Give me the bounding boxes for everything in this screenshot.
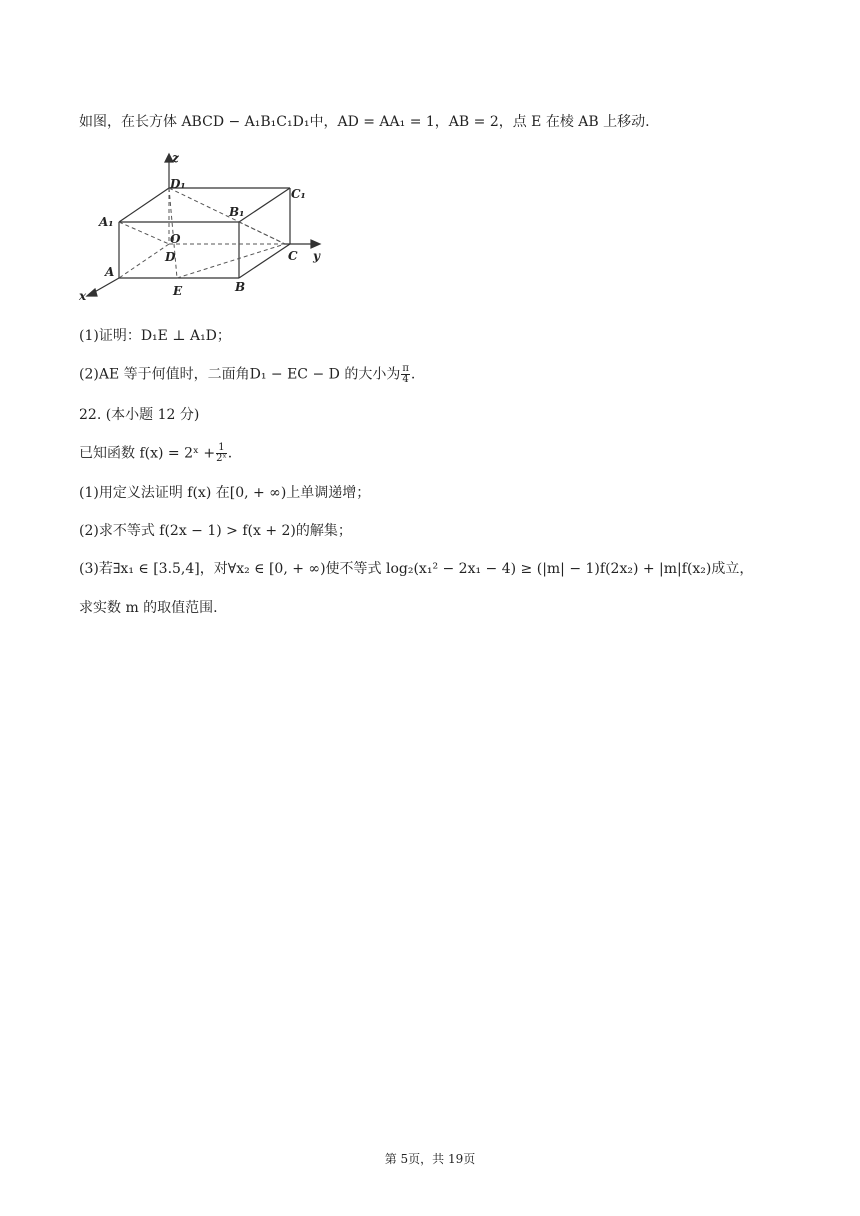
subquestion-3-cont: 求实数 m 的取值范围.: [79, 600, 218, 616]
label-A: A: [105, 265, 115, 279]
label-D1: D₁: [170, 177, 186, 191]
question-22-heading: 22. (本小题 12 分): [79, 407, 200, 423]
one-over-2x: $\frac{1}{\text{2ˣ}}$: [216, 442, 227, 464]
label-O: O: [170, 232, 181, 246]
label-y: y: [313, 249, 320, 263]
label-C: C: [288, 249, 298, 263]
label-A1: A₁: [99, 215, 114, 229]
label-x: x: [79, 289, 87, 303]
label-B1: B₁: [229, 205, 245, 219]
y-arrow: [311, 240, 320, 248]
label-C1: C₁: [291, 187, 306, 201]
subquestion-1: (1)用定义法证明 f(x) 在[0, + ∞)上单调递增；: [79, 485, 371, 501]
subquestion-2: (2)求不等式 f(2x − 1) > f(x + 2)的解集；: [79, 523, 352, 539]
pi-over-4: $\frac{\pi}{4}$: [402, 363, 409, 385]
part-2-text: (2)AE 等于何值时，二面角D₁ − EC − D 的大小为: [79, 366, 401, 383]
label-D: D: [165, 250, 176, 264]
cuboid-figure: [77, 148, 337, 306]
part-1: (1)证明：D₁E ⊥ A₁D；: [79, 328, 231, 344]
x-arrow: [87, 289, 97, 296]
function-text: 已知函数 f(x) = 2ˣ +: [79, 445, 216, 462]
subquestion-3: (3)若∃x₁ ∈ [3.5,4]，对∀x₂ ∈ [0, + ∞)使不等式 log₂(x₁² − 2x₁ − 4) ≥ (|m| − 1)f(2x₂) + |m|f(x₂)成立，: [79, 561, 754, 577]
problem-intro: 如图，在长方体 ABCD − A₁B₁C₁D₁中，AD = AA₁ = 1，AB = 2，点 E 在棱 AB 上移动.: [79, 114, 650, 130]
page-footer: 第 5页，共 19页: [384, 1152, 476, 1166]
function-definition: 已知函数 f(x) = 2ˣ + $\frac{1}{\text{2ˣ}}$ .: [79, 442, 233, 464]
label-z: z: [172, 151, 179, 165]
label-E: E: [173, 284, 183, 298]
label-B: B: [235, 280, 246, 294]
part-2: (2)AE 等于何值时，二面角D₁ − EC − D 的大小为 $\frac{\pi}{4}$ .: [79, 363, 416, 385]
